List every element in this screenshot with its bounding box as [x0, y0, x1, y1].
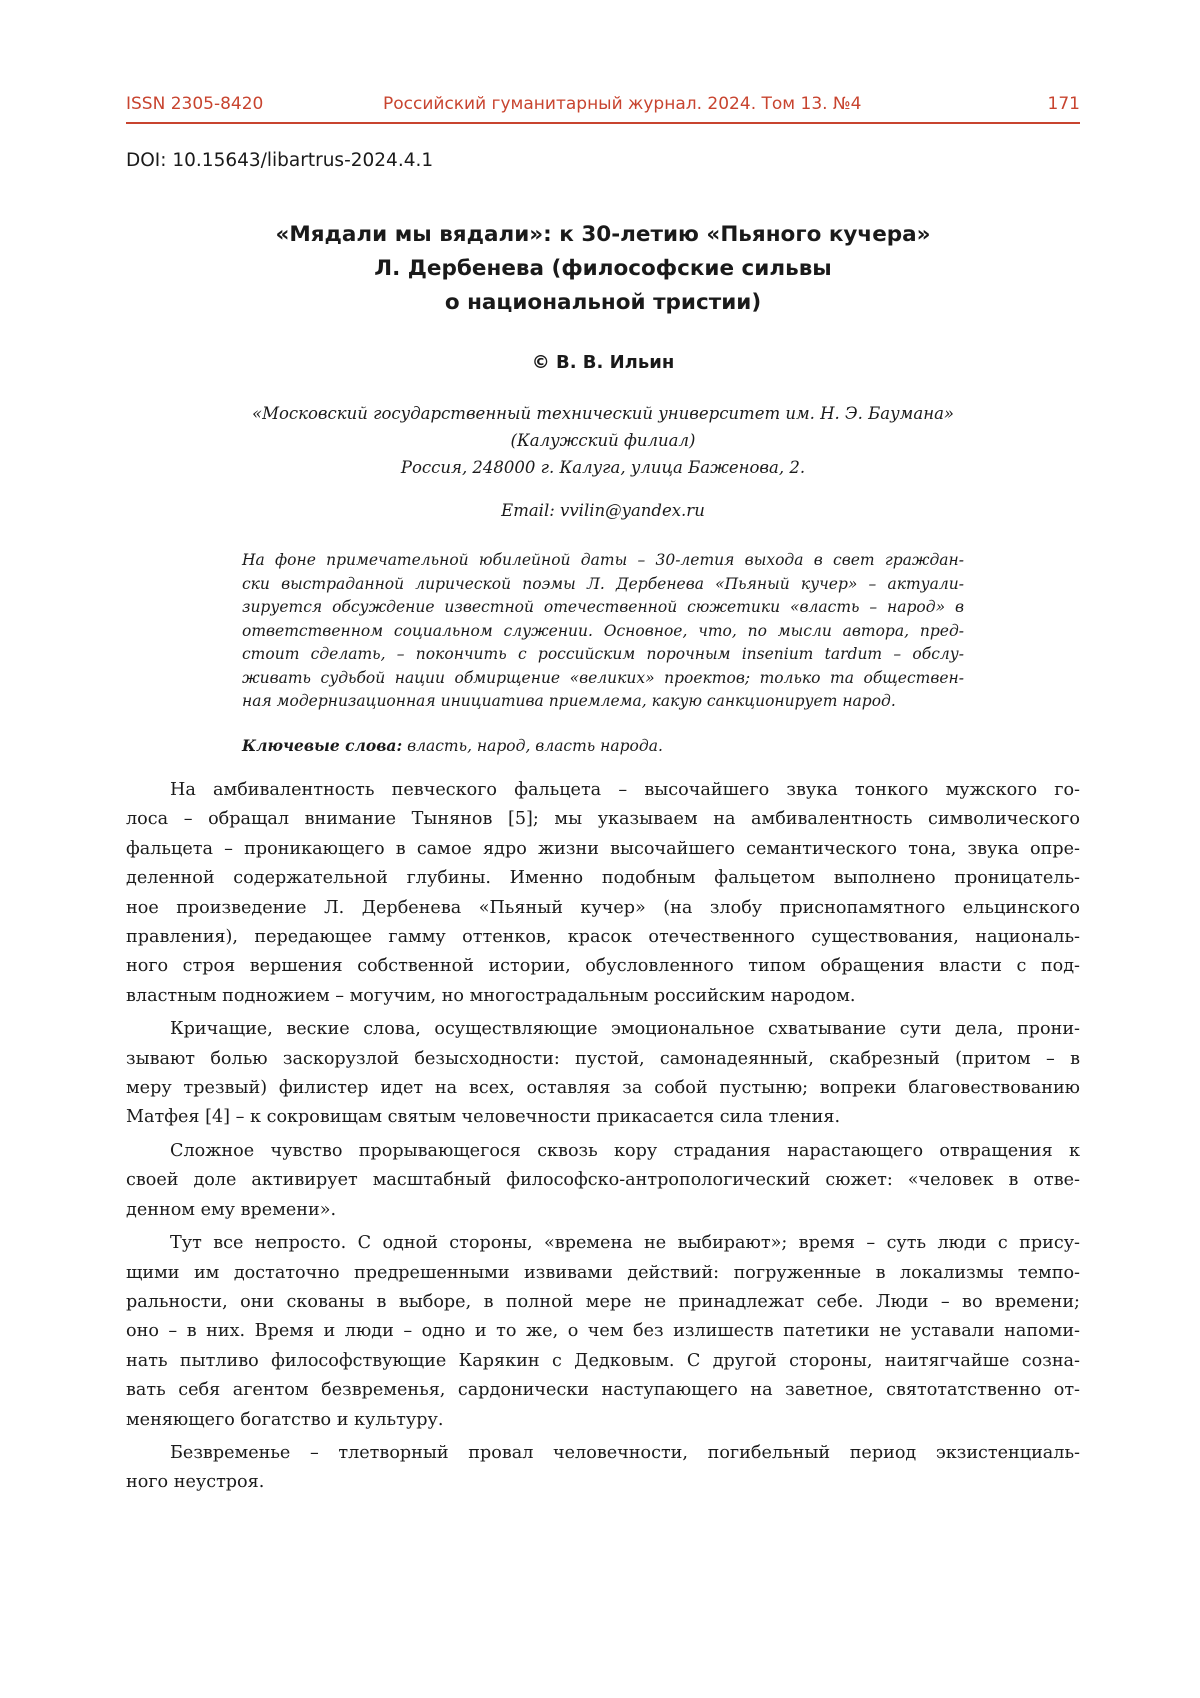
body-line: своей доле активирует масштабный философско-антропологический сюжет: «человек в отве- [126, 1170, 1080, 1191]
affiliation-line: Россия, 248000 г. Калуга, улица Баженова, 2. [400, 458, 806, 477]
doi: DOI: 10.15643/libartrus-2024.4.1 [126, 150, 434, 171]
abstract-line: стоит сделать, – покончить с российским порочным insenium tardum – обслу- [242, 645, 964, 663]
keywords [242, 736, 964, 755]
body-line: лоса – обращал внимание Тынянов [5]; мы указываем на амбивалентность символического [126, 809, 1080, 830]
author: © В. В. Ильин [531, 352, 675, 373]
body-line: меняющего богатство и культуру. [126, 1409, 444, 1430]
title-line: о национальной тристии) [444, 290, 762, 315]
abstract-line: ски выстраданной лирической поэмы Л. Дербенева «Пьяный кучер» – актуали- [242, 574, 964, 593]
abstract-line: зируется обсуждение известной отечественной сюжетики «власть – народ» в [242, 598, 964, 616]
page-number: 171 [1047, 94, 1080, 114]
affiliation-line: «Московский государственный технический университет им. Н. Э. Баумана» [251, 404, 955, 423]
body-line: ного неустроя. [126, 1472, 265, 1493]
body-line: ное произведение Л. Дербенева «Пьяный кучер» (на злобу приснопамятного ельцинского [126, 897, 1080, 918]
body-line: меру трезвый) филистер идет на всех, оставляя за собой пустыню; вопреки благовествованию [126, 1078, 1080, 1099]
body-line: Тут все непросто. С одной стороны, «времена не выбирают»; время – суть люди с прису- [170, 1233, 1080, 1254]
body-paragraph [126, 1439, 1080, 1498]
journal-title: Российский гуманитарный журнал. 2024. Том 13. №4 [383, 94, 862, 114]
body-line: вать себя агентом безвременья, сардонически наступающего на заветное, святотатственно от- [126, 1380, 1080, 1401]
body-line: властным подножием – могучим, но многострадальным российским народом. [126, 985, 856, 1006]
body-line: щими им достаточно предрешенными извивами действий: погруженные в локализмы темпо- [126, 1262, 1080, 1283]
abstract-line: ная модернизационная инициатива приемлема, какую санкционирует народ. [242, 692, 896, 710]
body-line: Кричащие, веские слова, осуществляющие эмоциональное схватывание сути дела, прони- [170, 1019, 1080, 1040]
body-line: фальцета – проникающего в самое ядро жизни высочайшего семантического тона, звука опре- [126, 838, 1080, 859]
keywords-label: Ключевые слова: [242, 736, 403, 755]
body-line: На амбивалентность певческого фальцета – высочайшего звука тонкого мужского го- [170, 780, 1080, 800]
body-line: зывают болью заскорузлой безысходности: пустой, самонадеянный, скабрезный (притом – в [126, 1048, 1080, 1069]
body-line: ральности, они скованы в выборе, в полной мере не принадлежат себе. Люди – во времени; [126, 1291, 1080, 1312]
title-line: «Мядали мы вядали»: к 30-летию «Пьяного кучера» [275, 222, 931, 247]
body-paragraph [126, 1229, 1080, 1435]
body-line: нать пытливо философствующие Карякин с Дедковым. С другой стороны, наитягчайше созна- [126, 1350, 1080, 1371]
body-paragraph [126, 1137, 1080, 1225]
body-line: Сложное чувство прорывающегося сквозь кору страдания нарастающего отвращения к [170, 1140, 1080, 1161]
abstract-line: На фоне примечательной юбилейной даты – 30-летия выхода в свет граждан- [242, 551, 964, 569]
issn-label: ISSN 2305-8420 [126, 94, 264, 114]
running-header [126, 92, 1080, 124]
affiliation-line: (Калужский филиал) [510, 431, 696, 450]
body-line: деленной содержательной глубины. Именно подобным фальцетом выполнено проницатель- [126, 868, 1080, 889]
body-paragraph [126, 776, 1080, 1011]
article-body [126, 776, 1080, 1502]
title-line: Л. Дербенева (философские сильвы [374, 256, 832, 281]
body-paragraph [126, 1015, 1080, 1133]
abstract-line: ответственном социальном служении. Основное, что, по мысли автора, пред- [242, 621, 964, 640]
article-title [126, 218, 1080, 320]
body-line: ного строя вершения собственной истории, обусловленного типом обращения власти с под- [126, 956, 1080, 977]
body-line: денном ему времени». [126, 1199, 337, 1220]
author-email: Email: vvilin@yandex.ru [501, 501, 705, 520]
body-line: оно – в них. Время и люди – одно и то же, о чем без излишеств патетики не уставали напоми- [126, 1321, 1080, 1342]
body-line: правления), передающее гамму оттенков, красок отечественного существования, националь- [126, 927, 1080, 948]
affiliation [126, 400, 1080, 481]
body-line: Безвременье – тлетворный провал человечности, погибельный период экзистенциаль- [170, 1442, 1080, 1463]
keywords-text: власть, народ, власть народа. [402, 737, 663, 755]
abstract [242, 549, 964, 714]
body-line: Матфея [4] – к сокровищам святым человечности прикасается сила тления. [126, 1107, 841, 1128]
abstract-line: живать судьбой нации обмирщение «великих» проектов; только та обществен- [242, 668, 964, 687]
